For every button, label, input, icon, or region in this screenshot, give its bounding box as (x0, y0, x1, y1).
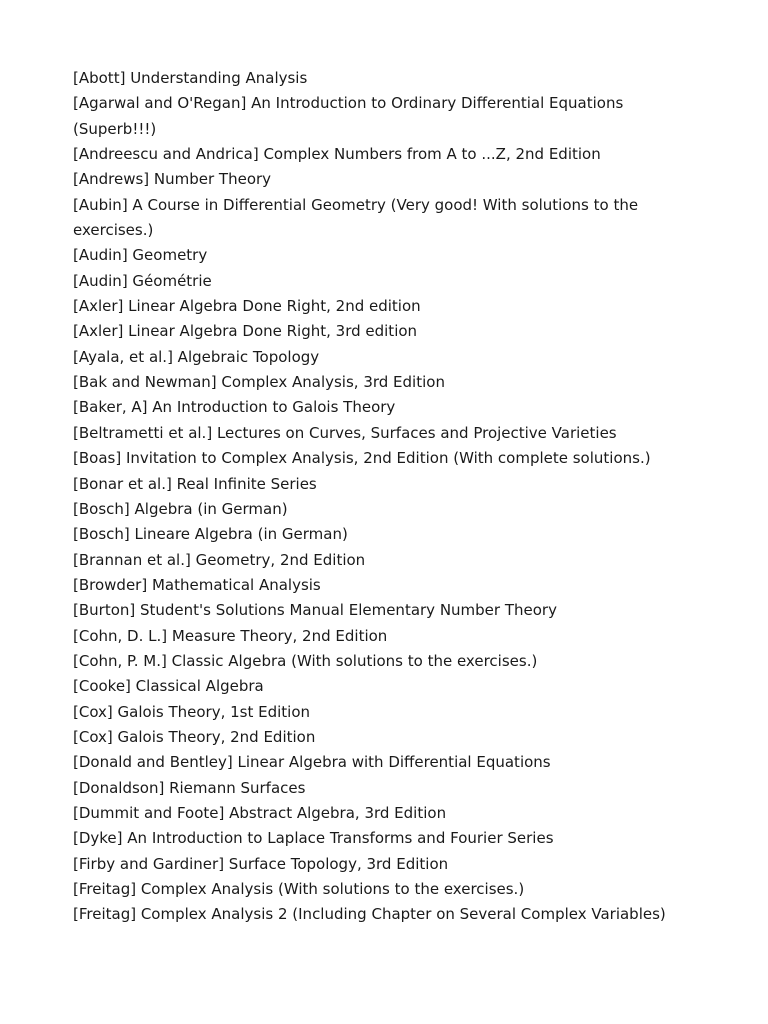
list-item: [Andrews] Number Theory (73, 170, 272, 189)
list-item: [Axler] Linear Algebra Done Right, 2nd edition (73, 297, 421, 316)
list-item: [Freitag] Complex Analysis (With solutions to the exercises.) (73, 880, 525, 898)
list-item: [Audin] Geometry (73, 246, 208, 265)
list-item: [Cohn, D. L.] Measure Theory, 2nd Edition (73, 626, 388, 645)
list-item: [Baker, A] An Introduction to Galois Theory (73, 398, 396, 417)
list-item: [Beltrametti et al.] Lectures on Curves, Surfaces and Projective Varieties (73, 423, 617, 442)
list-item: [Freitag] Complex Analysis 2 (Including Chapter on Several Complex Variables) (73, 905, 666, 924)
list-item: [Browder] Mathematical Analysis (73, 575, 321, 594)
list-item: [Firby and Gardiner] Surface Topology, 3rd Edition (73, 854, 449, 873)
list-item: [Bak and Newman] Complex Analysis, 3rd Edition (73, 373, 445, 392)
list-item: [Bosch] Algebra (in German) (73, 499, 288, 518)
bibliography-list (73, 66, 703, 928)
list-item: [Agarwal and O'Regan] An Introduction to Ordinary Differential Equations (Superb!!!) (73, 94, 624, 138)
list-item: [Bosch] Lineare Algebra (in German) (73, 525, 348, 544)
list-item: [Brannan et al.] Geometry, 2nd Edition (73, 550, 366, 569)
list-item: [Dyke] An Introduction to Laplace Transforms and Fourier Series (73, 829, 554, 848)
list-item: [Bonar et al.] Real Infinite Series (73, 474, 317, 493)
list-item: [Cox] Galois Theory, 2nd Edition (73, 727, 316, 746)
list-item: [Axler] Linear Algebra Done Right, 3rd edition (73, 322, 418, 341)
list-item: [Donaldson] Riemann Surfaces (73, 778, 306, 797)
list-item: [Boas] Invitation to Complex Analysis, 2nd Edition (With complete solutions.) (73, 449, 651, 468)
list-item: [Burton] Student's Solutions Manual Elementary Number Theory (73, 601, 557, 620)
list-item: [Dummit and Foote] Abstract Algebra, 3rd Edition (73, 803, 447, 822)
list-item: [Cohn, P. M.] Classic Algebra (With solutions to the exercises.) (73, 651, 538, 670)
list-item: [Abott] Understanding Analysis (73, 69, 308, 87)
list-item: [Audin] Géométrie (73, 271, 212, 290)
list-item: [Cooke] Classical Algebra (73, 677, 264, 696)
list-item: [Aubin] A Course in Differential Geometry (Very good! With solutions to the exercises.) (73, 195, 639, 240)
list-item: [Andreescu and Andrica] Complex Numbers from A to ...Z, 2nd Edition (73, 145, 601, 164)
list-item: [Cox] Galois Theory, 1st Edition (73, 702, 311, 721)
list-item: [Donald and Bentley] Linear Algebra with Differential Equations (73, 753, 551, 772)
list-item: [Ayala, et al.] Algebraic Topology (73, 347, 320, 366)
